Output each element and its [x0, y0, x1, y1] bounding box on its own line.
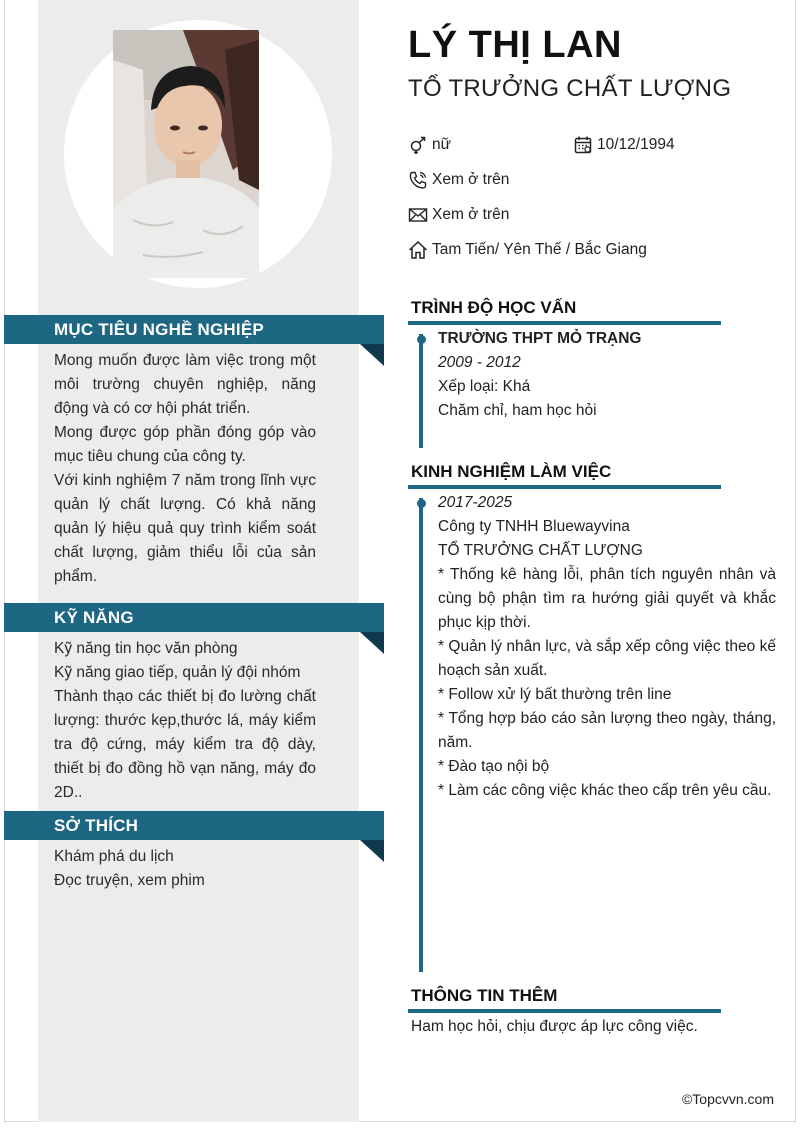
- home-icon: [408, 240, 428, 260]
- experience-duty: * Đào tạo nội bộ: [438, 758, 550, 775]
- education-timeline: [419, 334, 423, 448]
- skills-heading: KỸ NĂNG: [4, 603, 384, 632]
- experience-position: TỔ TRƯỞNG CHẤT LƯỢNG: [438, 542, 643, 559]
- candidate-title: TỔ TRƯỞNG CHẤT LƯỢNG: [408, 75, 732, 102]
- email-row: [408, 205, 509, 225]
- hobby-item: Khám phá du lịch: [54, 848, 174, 865]
- avatar-photo-image: [113, 30, 259, 278]
- experience-duty: * Follow xử lý bất thường trên line: [438, 686, 672, 703]
- hobbies-heading-fold: [360, 840, 384, 862]
- experience-duty: * Thống kê hàng lỗi, phân tích nguyên nhân và cùng bộ phận tìm ra hướng giải quyết và khắc phục kịp thời.: [438, 566, 776, 631]
- dob-row: [573, 135, 675, 155]
- phone-value: Xem ở trên: [432, 171, 510, 188]
- email-icon: [408, 205, 428, 225]
- gender-value: nữ: [432, 136, 451, 153]
- hobbies-heading: SỞ THÍCH: [4, 811, 384, 840]
- address-value: Tam Tiến/ Yên Thế / Bắc Giang: [432, 241, 647, 258]
- experience-duty: * Quản lý nhân lực, và sắp xếp công việc theo kế hoạch sản xuất.: [438, 638, 776, 679]
- education-note: Chăm chỉ, ham học hỏi: [438, 402, 597, 419]
- objective-paragraph: Với kinh nghiệm 7 năm trong lĩnh vực quản lý chất lượng. Có khả năng quản lý hiệu quả quy trình kiểm soát chất lượng, giảm thiểu lỗi của sản phẩm.: [54, 472, 316, 585]
- objective-text: [54, 349, 316, 589]
- address-row: [408, 240, 647, 260]
- objective-paragraph: Mong được góp phần đóng góp vào mục tiêu chung của công ty.: [54, 424, 316, 465]
- calendar-icon: [573, 135, 593, 155]
- education-entry: [438, 327, 776, 423]
- objective-heading-fold: [360, 344, 384, 366]
- skill-item: Thành thạo các thiết bị đo lường chất lượng: thước kẹp,thước lá, máy kiểm tra độ cứng, máy kiểm tra độ dày, thiết bị đo đồng hồ vạn năng, máy đo 2D..: [54, 688, 316, 801]
- skills-text: [54, 637, 316, 805]
- education-bullet: [417, 335, 426, 344]
- education-rule: [408, 321, 721, 325]
- hobbies-text: [54, 845, 316, 893]
- phone-row: [408, 170, 509, 190]
- email-value: Xem ở trên: [432, 206, 510, 223]
- candidate-name: LÝ THỊ LAN: [408, 24, 622, 66]
- gender-icon: [408, 135, 428, 155]
- education-period: 2009 - 2012: [438, 354, 521, 371]
- education-school: TRƯỜNG THPT MỎ TRẠNG: [438, 330, 642, 347]
- experience-rule: [408, 485, 721, 489]
- dob-value: 10/12/1994: [597, 136, 675, 153]
- additional-text: Ham học hỏi, chịu được áp lực công việc.: [411, 1018, 698, 1035]
- experience-period: 2017-2025: [438, 494, 513, 511]
- experience-duty: * Làm các công việc khác theo cấp trên yêu cầu.: [438, 782, 772, 799]
- education-grade: Xếp loại: Khá: [438, 378, 531, 395]
- experience-timeline: [419, 498, 423, 972]
- additional-heading: THÔNG TIN THÊM: [411, 986, 558, 1005]
- copyright: ©Topcvvn.com: [681, 1091, 774, 1107]
- additional-rule: [408, 1009, 721, 1013]
- skill-item: Kỹ năng tin học văn phòng: [54, 640, 238, 657]
- objective-paragraph: Mong muốn được làm việc trong một môi trường chuyên nghiệp, năng động và có cơ hội phát triển.: [54, 352, 316, 417]
- objective-heading: MỤC TIÊU NGHỀ NGHIỆP: [4, 315, 384, 344]
- phone-icon: [408, 170, 428, 190]
- hobby-item: Đọc truyện, xem phim: [54, 872, 205, 889]
- experience-duty: * Tổng hợp báo cáo sản lượng theo ngày, tháng, năm.: [438, 710, 776, 751]
- education-heading: TRÌNH ĐỘ HỌC VẤN: [411, 298, 577, 317]
- avatar: [113, 30, 259, 278]
- experience-bullet: [417, 499, 426, 508]
- experience-company: Công ty TNHH Bluewayvina: [438, 518, 630, 535]
- experience-entry: [438, 491, 776, 803]
- skills-heading-fold: [360, 632, 384, 654]
- experience-heading: KINH NGHIỆM LÀM VIỆC: [411, 462, 612, 481]
- gender-row: [408, 135, 451, 155]
- skill-item: Kỹ năng giao tiếp, quản lý đội nhóm: [54, 664, 301, 681]
